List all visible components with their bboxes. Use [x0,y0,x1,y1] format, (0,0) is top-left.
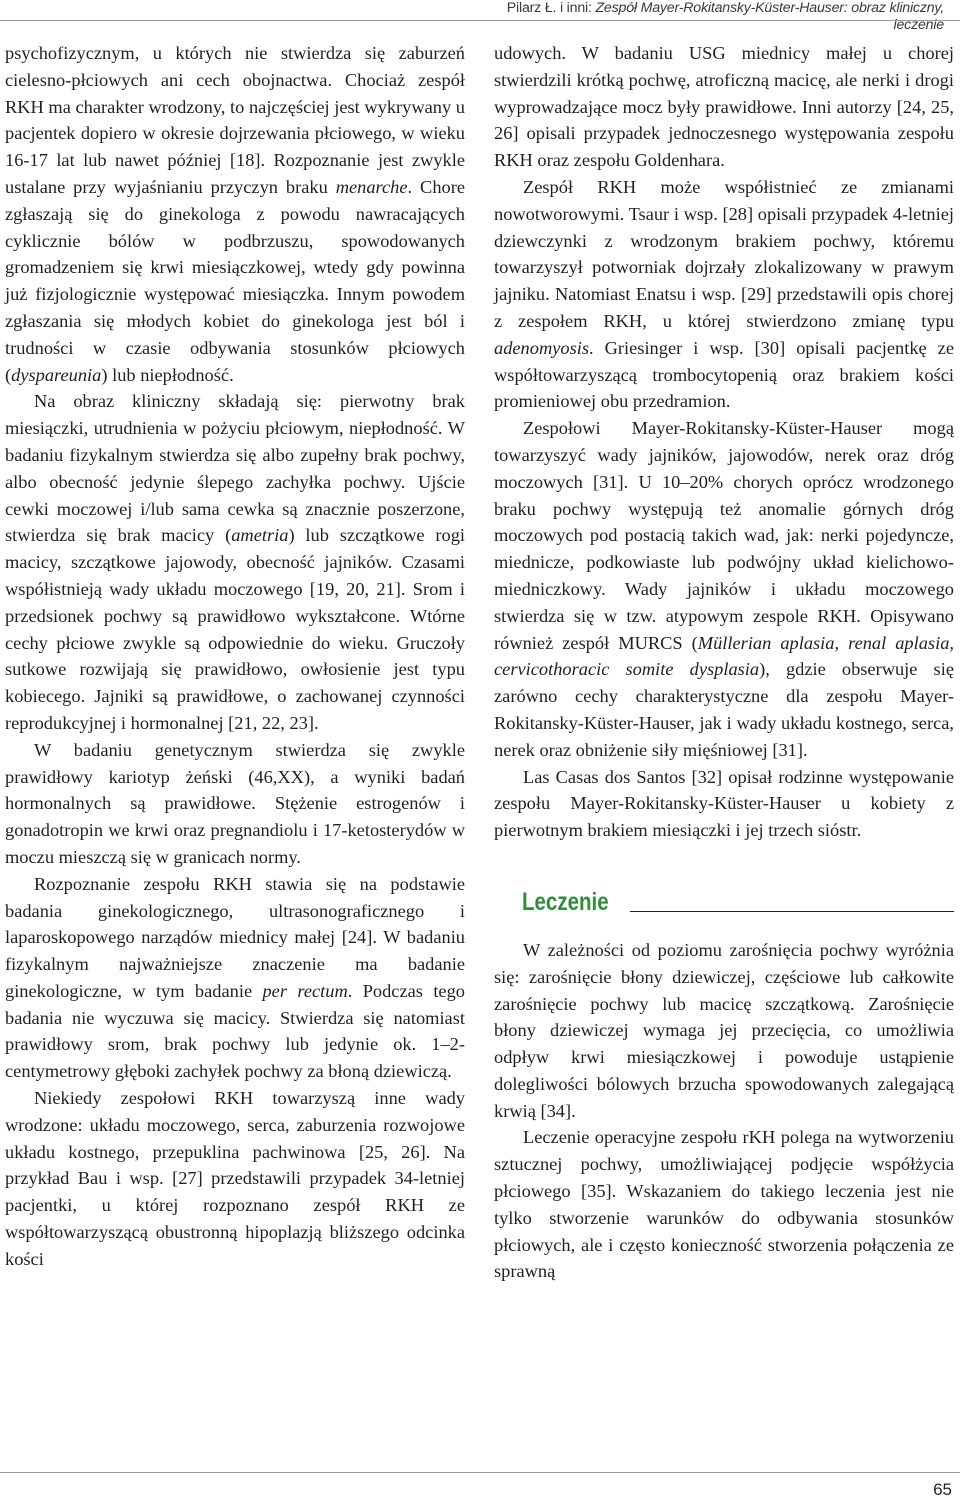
term-adenomyosis: adenomyosis [494,337,590,358]
paragraph-neoplasms [494,174,954,415]
text-run: Na obraz kliniczny składają się: pierwotny brak miesiączki, utrudnienia w pożyciu płciowym, niepłodność. W badaniu fizykalnym stwierdza się albo zupełny brak pochwy, albo obecność jedynie ślepego zachyłka pochwy. Ujście cewki moczowej i/lub sama cewka są znacznie poszerzone, stwierdza się brak macicy ( [5,391,465,546]
paragraph-associated-anomalies [494,415,954,763]
text-run: . Griesinger i wsp. [30] opisali pacjentkę ze współtowarzyszącą trombocytopenią oraz brakiem kości promieniowej obu przedramion. [494,337,954,412]
paragraph-surgical-treatment: Leczenie operacyjne zespołu rKH polega na wytworzeniu sztucznej pochwy, umożliwiającej podjęcie współżycia płciowego [35]. Wskazaniem do takiego leczenia jest nie tylko stworzenie warunków do odbywania stosunków płciowych, ale i często konieczność stworzenia połączenia ze sprawną [494,1127,954,1282]
text-run: ) lub szczątkowe rogi macicy, szczątkowe jajowody, obecność jajników. Czasami współistnieją wady układu moczowego [19, 20, 21]. Srom i przedsionek pochwy są prawidłowo wykształcone. Wtórne cechy płciowe zwykle są odpowiednie do wieku. Gruczoły sutkowe rozwijają się prawidłowo, owłosienie jest typu kobiecego. Jajniki są prawidłowe, o zachowanej czynności reprodukcyjnej i hormonalnej [21, 22, 23]. [5,525,466,733]
section-heading-rule [630,911,954,912]
text-run: . Podczas tego badania nie wyczuwa się macicy. Stwierdza się natomiast prawidłowy srom, brak pochwy lub jedynie ok. 1–2-centymetrowy głęboki zachyłek pochwy za błoną dziewiczą. [5,980,465,1082]
term-ametria: ametria [231,525,289,546]
paragraph-diagnosis-intro [5,40,465,388]
text-run: psychofizycznym, u których nie stwierdza się zaburzeń cielesno-płciowych ani cech obojnactwa. Chociaż zespół RKH ma charakter wrodzony, to najczęściej jest wykrywany u pacjentek dopiero w okresie dojrzewania płciowego, w wieku 16-17 lat lub nawet później [18]. Rozpoznanie jest zwykle ustalane przy wyjaśnianiu przyczyn braku [5,43,465,197]
footer-divider [0,1472,960,1473]
right-column [494,40,954,1285]
header-divider [0,20,960,21]
left-column [5,40,465,1273]
paragraph-clinical-picture [5,388,465,736]
paragraph-genetic-testing: W badaniu genetycznym stwierdza się zwykle prawidłowy kariotyp żeński (46,XX), a wyniki badań hormonalnych są prawidłowe. Stężenie estrogenów i gonadotropin we krwi oraz pregnandiolu i 17-ketosterydów w moczu mieszczą się w granicach normy. [5,739,465,867]
text-run: Zespół RKH może współistnieć ze zmianami nowotworowymi. Tsaur i wsp. [28] opisali przypadek 4-letniej dziewczynki z wrodzonym brakiem pochwy, któremu towarzyszył potworniak dojrzały zlokalizowany w prawym jajniku. Natomiast Enatsu i wsp. [29] przedstawili opis chorej z zespołem RKH, u której stwierdzono zmianę typu [494,176,954,331]
text-run: ), gdzie obserwuje się zarówno cechy charakterystyczne dla zespołu Mayer-Rokitansky-Küster-Hauser, jak i wady układu kostnego, serca, nerek oraz obniżenie siły mięśniowej [31]. [494,659,954,760]
text-run: Rozpoznanie zespołu RKH stawia się na podstawie badania ginekologicznego, ultrasonograficznego i laparoskopowego narządów miednicy małej [24]. W badaniu fizykalnym najważniejsze znaczenie ma badanie ginekologiczne, w tym badanie [5,873,465,1001]
text-run: Zespołowi Mayer-Rokitansky-Küster-Hauser mogą towarzyszyć wady jajników, jajowodów, nerek oraz dróg moczowych [31]. U 10–20% chorych oprócz wrodzonego braku pochwy występują też anomalie górnych dróg moczowych pod postacią takich wad, jak: nerki pojedyncze, miednicze, podkowiaste lub podwójny układ kielichowo-miedniczkowy. Wady jajników i układu moczowego stwierdza się w tzw. atypowym zespole RKH. Opisywano również zespół MURCS ( [494,418,954,653]
text-run: ) lub niepłodność. [101,364,234,385]
paragraph-usg-findings: udowych. W badaniu USG miednicy małej u chorej stwierdzili krótką pochwę, atroficzną macicę, ale nerki i drogi wyprowadzające mocz były prawidłowe. Inni autorzy [24, 25, 26] opisali przypadek jednoczesnego występowania zespołu RKH oraz zespołu Goldenhara. [494,43,954,171]
paragraph-familial-case: Las Casas dos Santos [32] opisał rodzinne występowanie zespołu Mayer-Rokitansky-Küster-Hauser u kobiety z pierwotnym brakiem miesiączki i jej trzech sióstr. [494,766,954,841]
term-murcs: Müllerian aplasia, renal aplasia, cervicothoracic somite dysplasia [494,632,954,680]
section-heading-text: Leczenie [522,887,609,916]
term-per-rectum: per rectum [262,980,348,1001]
term-dyspareunia: dyspareunia [11,364,102,385]
paragraph-diagnosis-methods [5,871,465,1085]
term-menarche: menarche [335,176,408,197]
section-heading-treatment [522,888,954,916]
running-head-authors: Pilarz Ł. i inni: [506,0,596,16]
text-run: . Chore zgłaszają się do ginekologa z powodu nawracających cyklicznie bólów w podbrzuszu, spowodowanych gromadzeniem się krwi miesiączkowej, wtedy gdy powinna już fizjologicznie występować miesiączka. Innym powodem zgłaszania się młodych kobiet do ginekologa jest ból i trudności w czasie odbywania stosunków płciowych ( [5,176,465,385]
paragraph-treatment-levels: W zależności od poziomu zarośnięcia pochwy wyróżnia się: zarośnięcie błony dziewiczej, częściowe lub całkowite zarośnięcie pochwy lub macicę szczątkową. Zarośnięcie błony dziewiczej wymaga jej przecięcia, co umożliwia odpływ krwi miesiączkowej i powoduje ustąpienie dolegliwości bólowych brzucha spowodowanych zalegającą krwią [34]. [494,939,954,1121]
paragraph-associated-defects: Niekiedy zespołowi RKH towarzyszą inne wady wrodzone: układu moczowego, serca, zaburzenia rozwojowe układu kostnego, przepuklina pachwinowa [25, 26]. Na przykład Bau i wsp. [27] przedstawili przypadek 34-letniej pacjentki, u której rozpoznano zespół RKH ze współtowarzyszącą obustronną hipoplazją bliższego odcinka kości [5,1088,465,1269]
page-number: 65 [933,1480,952,1499]
running-head [470,0,944,34]
running-head-title: Zespół Mayer-Rokitansky-Küster-Hauser: obraz kliniczny, leczenie [595,0,944,33]
